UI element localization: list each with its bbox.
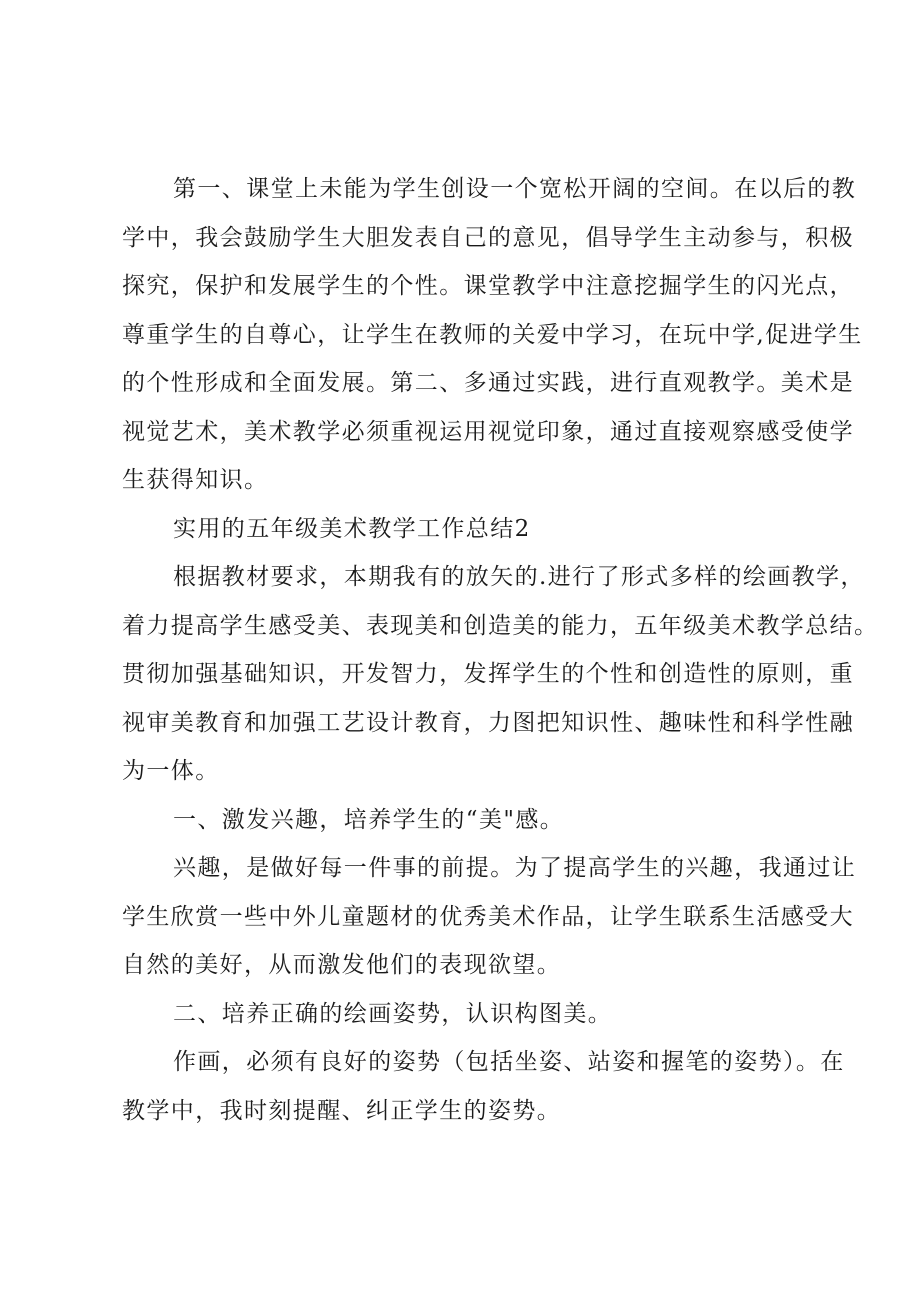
paragraph-line: 教学中，我时刻提醒、纠正学生的姿势。 <box>122 1097 562 1124</box>
subheading: 二、培养正确的绘画姿势，认识构图美。 <box>173 1000 613 1027</box>
document-body <box>122 165 879 1135</box>
paragraph-line: 视审美教育和加强工艺设计教育，力图把知识性、趣味性和科学性融 <box>122 709 854 736</box>
paragraph-line: 贯彻加强基础知识，开发智力，发挥学生的个性和创造性的原则，重 <box>122 661 854 687</box>
paragraph-line: 生获得知识。 <box>122 467 269 493</box>
paragraph-line: 视觉艺术，美术教学必须重视运用视觉印象，通过直接观察感受使学 <box>122 418 854 445</box>
paragraph-line: 学生欣赏一些中外儿童题材的优秀美术作品，让学生联系生活感受大 <box>122 903 854 930</box>
paragraph-line: 为一体。 <box>122 758 220 784</box>
paragraph-line: 的个性形成和全面发展。第二、多通过实践，进行直观教学。美术是 <box>122 370 854 396</box>
paragraph-line: 根据教材要求，本期我有的放矢的.进行了形式多样的绘画教学， <box>173 564 865 590</box>
subheading: 一、激发兴趣，培养学生的“美"感。 <box>173 806 565 833</box>
paragraph-line: 自然的美好，从而激发他们的表现欲望。 <box>122 952 562 978</box>
paragraph-line: 探究，保护和发展学生的个性。课堂教学中注意挖掘学生的闪光点， <box>122 273 854 299</box>
paragraph-line: 第一、课堂上未能为学生创设一个宽松开阔的空间。在以后的教 <box>173 176 857 202</box>
paragraph-line: 学中，我会鼓励学生大胆发表自己的意见，倡导学生主动参与，积极 <box>122 224 854 251</box>
paragraph-line: 着力提高学生感受美、表现美和创造美的能力，五年级美术教学总结。 <box>122 612 879 639</box>
section-title: 实用的五年级美术教学工作总结2 <box>173 515 531 542</box>
paragraph-line: 作画，必须有良好的姿势（包括坐姿、站姿和握笔的姿势）。在 <box>173 1049 845 1075</box>
paragraph-line: 兴趣，是做好每一件事的前提。为了提高学生的兴趣，我通过让 <box>173 855 857 881</box>
paragraph-line: 尊重学生的自尊心，让学生在教师的关爱中学习，在玩中学,促进学生 <box>122 321 863 348</box>
